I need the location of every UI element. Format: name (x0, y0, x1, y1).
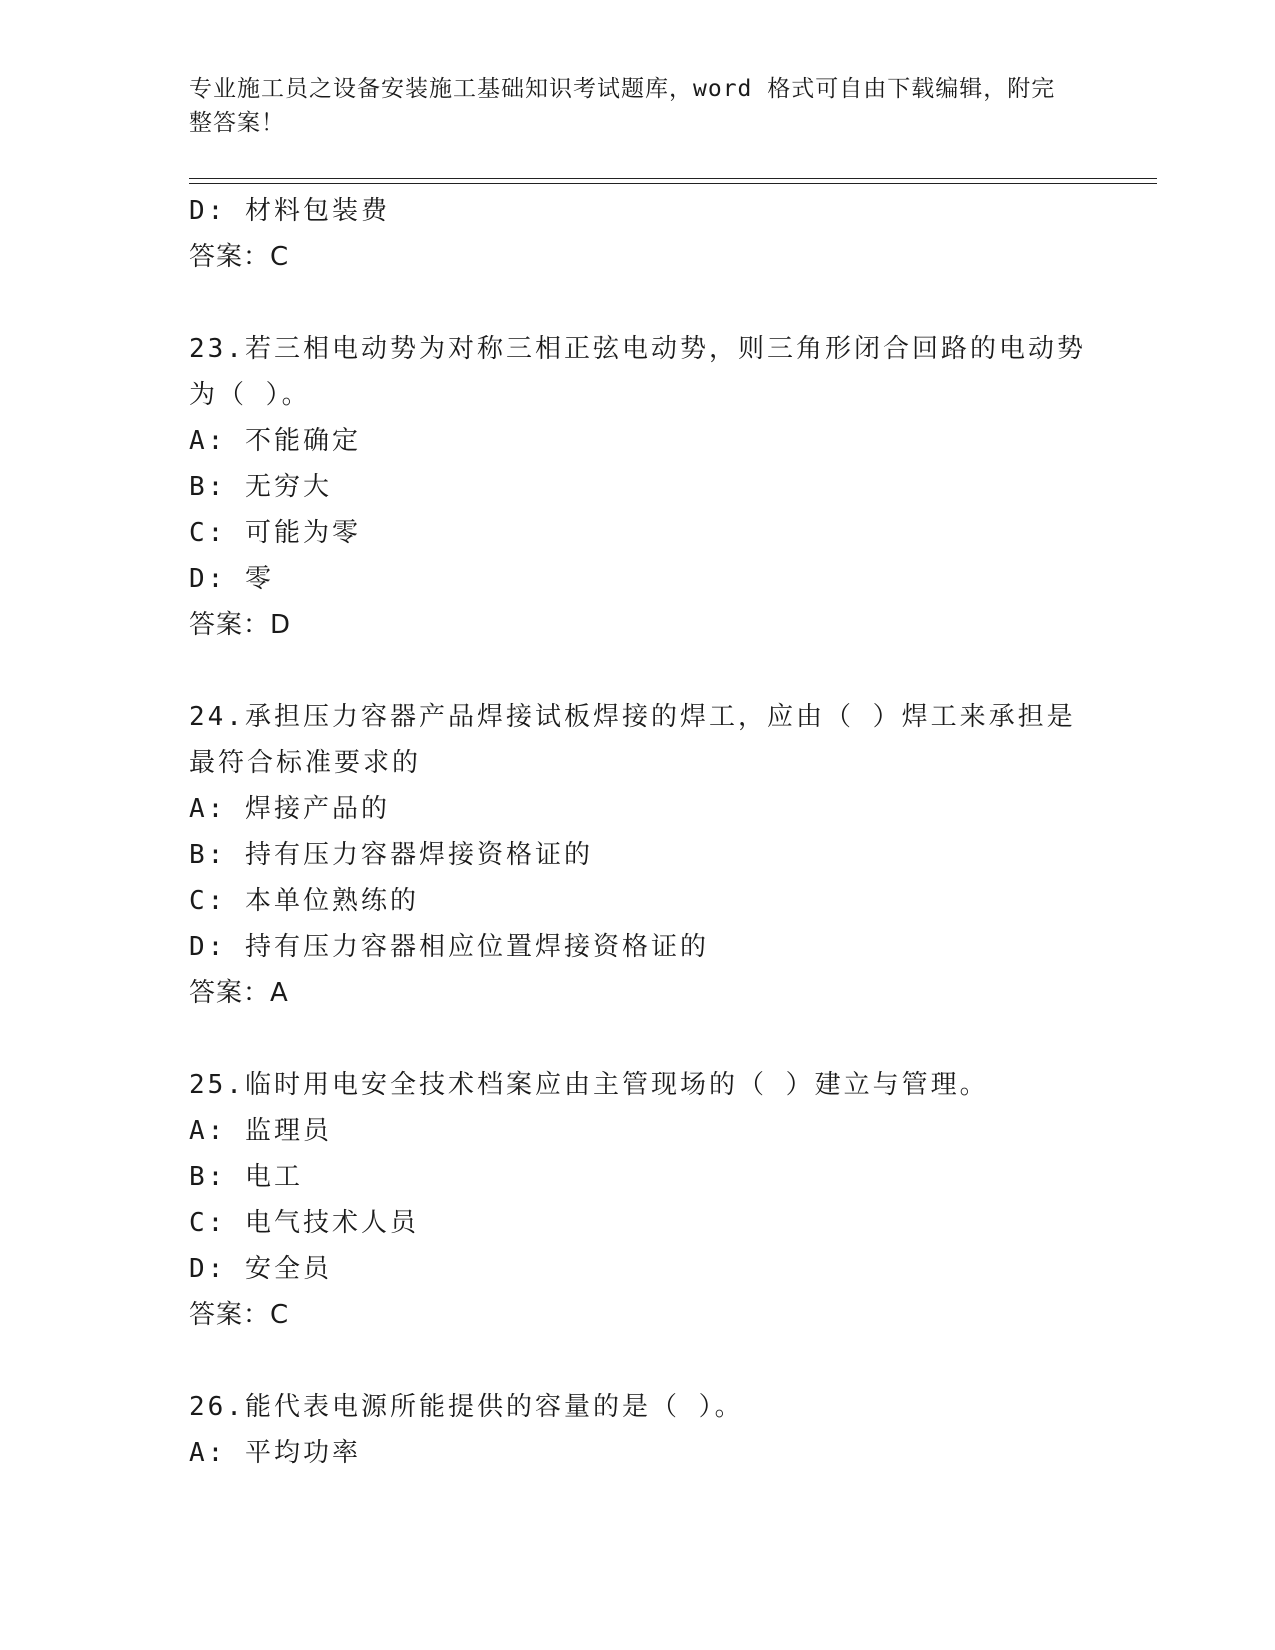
question-25 (189, 1062, 1089, 1338)
spacer (189, 1016, 1089, 1062)
option-b: B: 无穷大 (189, 472, 332, 502)
option-d: D: 材料包装费 (189, 196, 390, 226)
option-c: C: 电气技术人员 (189, 1208, 419, 1238)
option-c: C: 本单位熟练的 (189, 886, 419, 916)
option-a: A: 平均功率 (189, 1438, 361, 1468)
answer: 答案：A (189, 978, 289, 1008)
spacer (189, 280, 1089, 326)
option-b: B: 电工 (189, 1162, 303, 1192)
question-26 (189, 1384, 1089, 1476)
answer: 答案：C (189, 1300, 290, 1330)
header-rule-bottom (189, 183, 1157, 184)
option-d: D: 零 (189, 564, 274, 594)
option-d: D: 持有压力容器相应位置焊接资格证的 (189, 932, 709, 962)
header-rule-top (189, 178, 1157, 179)
question-stem-continued: 最符合标准要求的 (189, 748, 422, 778)
option-b: B: 持有压力容器焊接资格证的 (189, 840, 593, 870)
question-23 (189, 326, 1089, 648)
header-line-1: 专业施工员之设备安装施工基础知识考试题库，word 格式可自由下载编辑，附完 (189, 76, 1056, 102)
answer: 答案：C (189, 242, 290, 272)
answer: 答案：D (189, 610, 292, 640)
option-c: C: 可能为零 (189, 518, 361, 548)
question-stem: 26.能代表电源所能提供的容量的是（ ）。 (189, 1392, 744, 1422)
option-d: D: 安全员 (189, 1254, 332, 1284)
question-24 (189, 694, 1089, 1016)
option-a: A: 监理员 (189, 1116, 332, 1146)
spacer (189, 1338, 1089, 1384)
document-header (189, 72, 1069, 140)
option-a: A: 不能确定 (189, 426, 361, 456)
spacer (189, 648, 1089, 694)
option-a: A: 焊接产品的 (189, 794, 390, 824)
question-stem-continued: 为（ ）。 (189, 380, 311, 410)
question-stem: 24.承担压力容器产品焊接试板焊接的焊工，应由（ ）焊工来承担是 (189, 702, 1076, 732)
question-stem: 23.若三相电动势为对称三相正弦电动势，则三角形闭合回路的电动势 (189, 334, 1086, 364)
previous-question-tail (189, 188, 1089, 280)
question-stem: 25.临时用电安全技术档案应由主管现场的（ ）建立与管理。 (189, 1070, 989, 1100)
header-line-2: 整答案！ (189, 110, 285, 136)
question-list (189, 188, 1089, 1476)
